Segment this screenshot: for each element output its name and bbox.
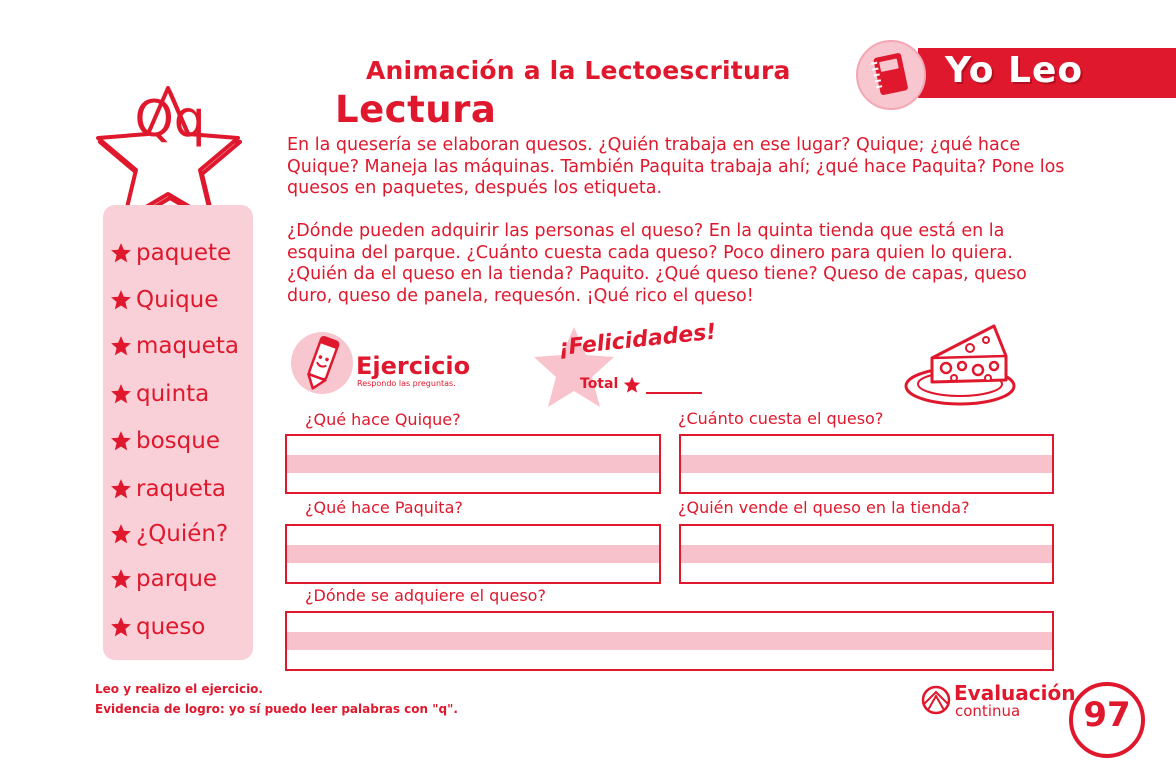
answer-box-1[interactable] xyxy=(285,434,661,494)
word-item xyxy=(110,240,231,266)
header-title: Animación a la Lectoescritura xyxy=(366,56,791,85)
exercise-title: Ejercicio xyxy=(356,352,471,380)
reading-paragraph-1: En la quesería se elaboran quesos. ¿Quién trabaja en ese lugar? Quique; ¿qué hace Quique? Maneja las máquinas. También Paquita trabaja ahí; ¿qué hace Paquita? Pone los quesos en paquetes, después los etiqueta. xyxy=(287,135,1065,198)
star-bullet-icon xyxy=(110,430,132,452)
section-title: Lectura xyxy=(335,88,497,131)
letter-label: Qq xyxy=(134,90,206,148)
total-star-icon xyxy=(623,376,641,398)
word-label: bosque xyxy=(136,428,220,454)
exercise-subtitle: Respondo las preguntas. xyxy=(357,379,456,388)
cheese-icon xyxy=(902,320,1032,414)
word-label: queso xyxy=(136,614,206,640)
word-item xyxy=(110,287,218,313)
word-label: quinta xyxy=(136,381,210,407)
reading-paragraph-2: ¿Dónde pueden adquirir las personas el queso? En la quinta tienda que está en la esquina del parque. ¿Cuánto cuesta cada queso? Poco dinero para quien lo quiera. ¿Quién da el queso en la tienda? Paquito. ¿Qué queso tiene? Queso de capas, queso duro, queso de panela, requesón. ¡Qué rico el queso! xyxy=(287,221,1027,306)
word-item xyxy=(110,428,220,454)
word-label: raqueta xyxy=(136,476,226,502)
word-label: parque xyxy=(136,566,218,592)
answer-band xyxy=(681,545,1052,563)
word-item xyxy=(110,521,228,547)
word-item xyxy=(110,566,217,592)
star-bullet-icon xyxy=(110,289,132,311)
question-1: ¿Qué hace Quique? xyxy=(305,410,461,429)
word-item xyxy=(110,614,205,640)
pencil-icon xyxy=(289,330,355,400)
total-answer-line[interactable] xyxy=(646,392,702,394)
page-number: 97 xyxy=(1083,695,1131,735)
word-label: paquete xyxy=(136,240,232,266)
answer-band xyxy=(681,455,1052,473)
star-bullet-icon xyxy=(110,242,132,264)
globe-icon xyxy=(920,684,952,720)
star-bullet-icon xyxy=(110,335,132,357)
answer-box-5[interactable] xyxy=(285,611,1054,671)
star-bullet-icon xyxy=(110,616,132,638)
footer-evidence: Evidencia de logro: yo sí puedo leer palabras con "q". xyxy=(95,702,458,716)
star-bullet-icon xyxy=(110,568,132,590)
answer-band xyxy=(287,545,659,563)
question-5: ¿Dónde se adquiere el queso? xyxy=(305,586,546,605)
word-item xyxy=(110,476,226,502)
star-bullet-icon xyxy=(110,478,132,500)
word-label: Quique xyxy=(136,287,219,313)
star-bullet-icon xyxy=(110,523,132,545)
word-label: ¿Quién? xyxy=(136,521,229,547)
notebook-icon xyxy=(856,40,926,110)
total-label: Total xyxy=(580,376,619,392)
answer-box-3[interactable] xyxy=(285,524,661,584)
answer-band xyxy=(287,632,1052,650)
question-2: ¿Cuánto cuesta el queso? xyxy=(678,409,884,428)
footer-instruction: Leo y realizo el ejercicio. xyxy=(95,682,263,696)
question-4: ¿Quién vende el queso en la tienda? xyxy=(678,498,970,517)
answer-box-4[interactable] xyxy=(679,524,1054,584)
answer-box-2[interactable] xyxy=(679,434,1054,494)
yo-leo-label: Yo Leo xyxy=(945,50,1084,91)
congrats-label: ¡Felicidades! xyxy=(557,319,718,361)
word-label: maqueta xyxy=(136,333,239,359)
answer-band xyxy=(287,455,659,473)
evaluation-subtitle: continua xyxy=(955,702,1021,720)
word-item xyxy=(110,333,239,359)
star-bullet-icon xyxy=(110,383,132,405)
word-item xyxy=(110,381,209,407)
evaluation-title: Evaluación xyxy=(954,681,1076,705)
question-3: ¿Qué hace Paquita? xyxy=(305,498,463,517)
